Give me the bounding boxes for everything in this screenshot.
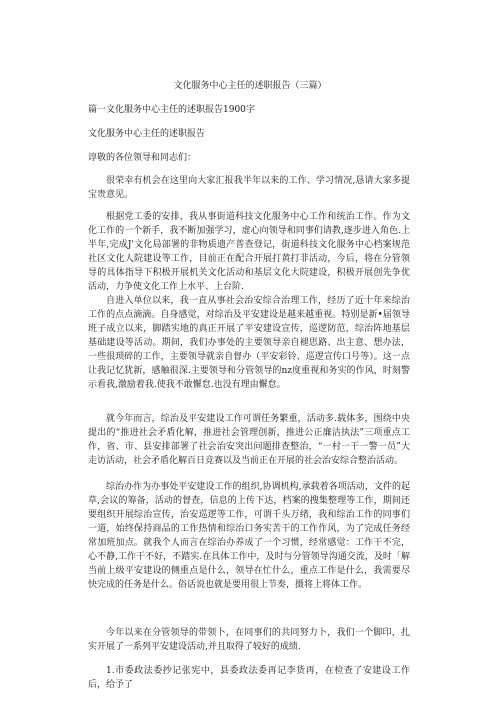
salutation: 谆敬的各位领导和同志们： [88, 153, 197, 163]
paragraph-2: 根据党工委的安排，我从事街道科技文化服务中心工作和统治工作。作为文化工作的一个新手，我不断加强学习，虚心向领导和同事们请教,逐步进入角色.上半年,完成J'文化局部署的非物质遗产普查登记，街道科技文化服务中心档案规范社区文化人院建设等工作，目前正在配合开展打黄打非活动，今后，将在分管领导的具体指导下积极开展机关文化活动和基层文化大院建设，积极开展创先争优活动，力争使文化工作上水平、上台阶. [88, 212, 410, 292]
paragraph-5: 综治办作为办事处平安建设工作的组织,协调机构,承载着各项活动，文件的起草,会议的筹备，活动的督查，信息的上传下达，档案的搜集整理等工作，期间还要组织开展综治宣传，治安巡逻等工作，可谓千头万绪，我和综治工作的同事们一道，始终保持商品的工作热情和综治口务实苦干的工作作风，为了完成任务经常加班加点。就我个人而言在综治办养成了一个习惯，经常感觉：工作干不完，心不静,工作干不好，不踏实.在具体工作中，及时与分管领导沟通交流，及时「解当前上级平安建设的侧重点是什么，领导在忙什么，重点工作是什么，我需要尽快完成的任务是什么。俗话说也就是要用很上节奏，摄将上将体工作。 [88, 482, 410, 590]
paragraph-1: 很荣幸有机会在这里向大家汇报我半年以来的工作、学习情况,恳请大家多提宝贵意见。 [88, 176, 410, 200]
document-subtitle: 篇一文化服务中心主任的述职报告1900字 [88, 105, 255, 115]
section-heading: 文化服务中心主任的述职报告 [88, 129, 206, 139]
paragraph-7: 1.市委政法委抄记张宪中，县委政法委再记李货再，在检查了安建设工作后，给予了 [88, 666, 410, 690]
paragraph-4: 就今年而言，综治及平安建设工作可谓任务繁重，活动多.载体多，围绕中央提出的“推进社会矛盾化解，推进社会管理创新，推进公正廉洁执法”三项重点工作，省、市、县安排部署了社会治安突出问题排查整治，“一村一干一警一员”大走访活动，社会矛盾化解百日竞赛以及当前正在开展的社会治安综合整治活动。 [88, 414, 410, 466]
paragraph-3: 自进入单位以来，我一直从事社会治安综合治理工作，经历了近十年来综治工作的点点滴滴。自身感觉，对综治及平安建设是越来越重视。特别是新•届领导班子成立以来，脚踏实地的真正开展了平安建设宣传，巡逻防范，综治阵地基层基础建设等活动。期间，我们办事处的主要领导亲自褪思路、出主意、想办法，一些很琐碎的工作，主要领导就亲自督办（平安彩铃、巡逻宣传口号等）。这一点让我记忆犹新，感触很深.主要领导和分管领导的nz度重视和务实的作风，时刻警示看我,激励着我.使我不敢懈怠.也没有理由懈怠。 [88, 296, 410, 390]
paragraph-6: 今年以来在分管领导的带领卜，在同事们的共同努力卜，我们一个脚印，扎实开展了一系列平安建设活动,并且取得了较好的成绩. [88, 628, 410, 652]
document-title: 文化服务中心主任的述职报告（三篇） [173, 81, 327, 91]
